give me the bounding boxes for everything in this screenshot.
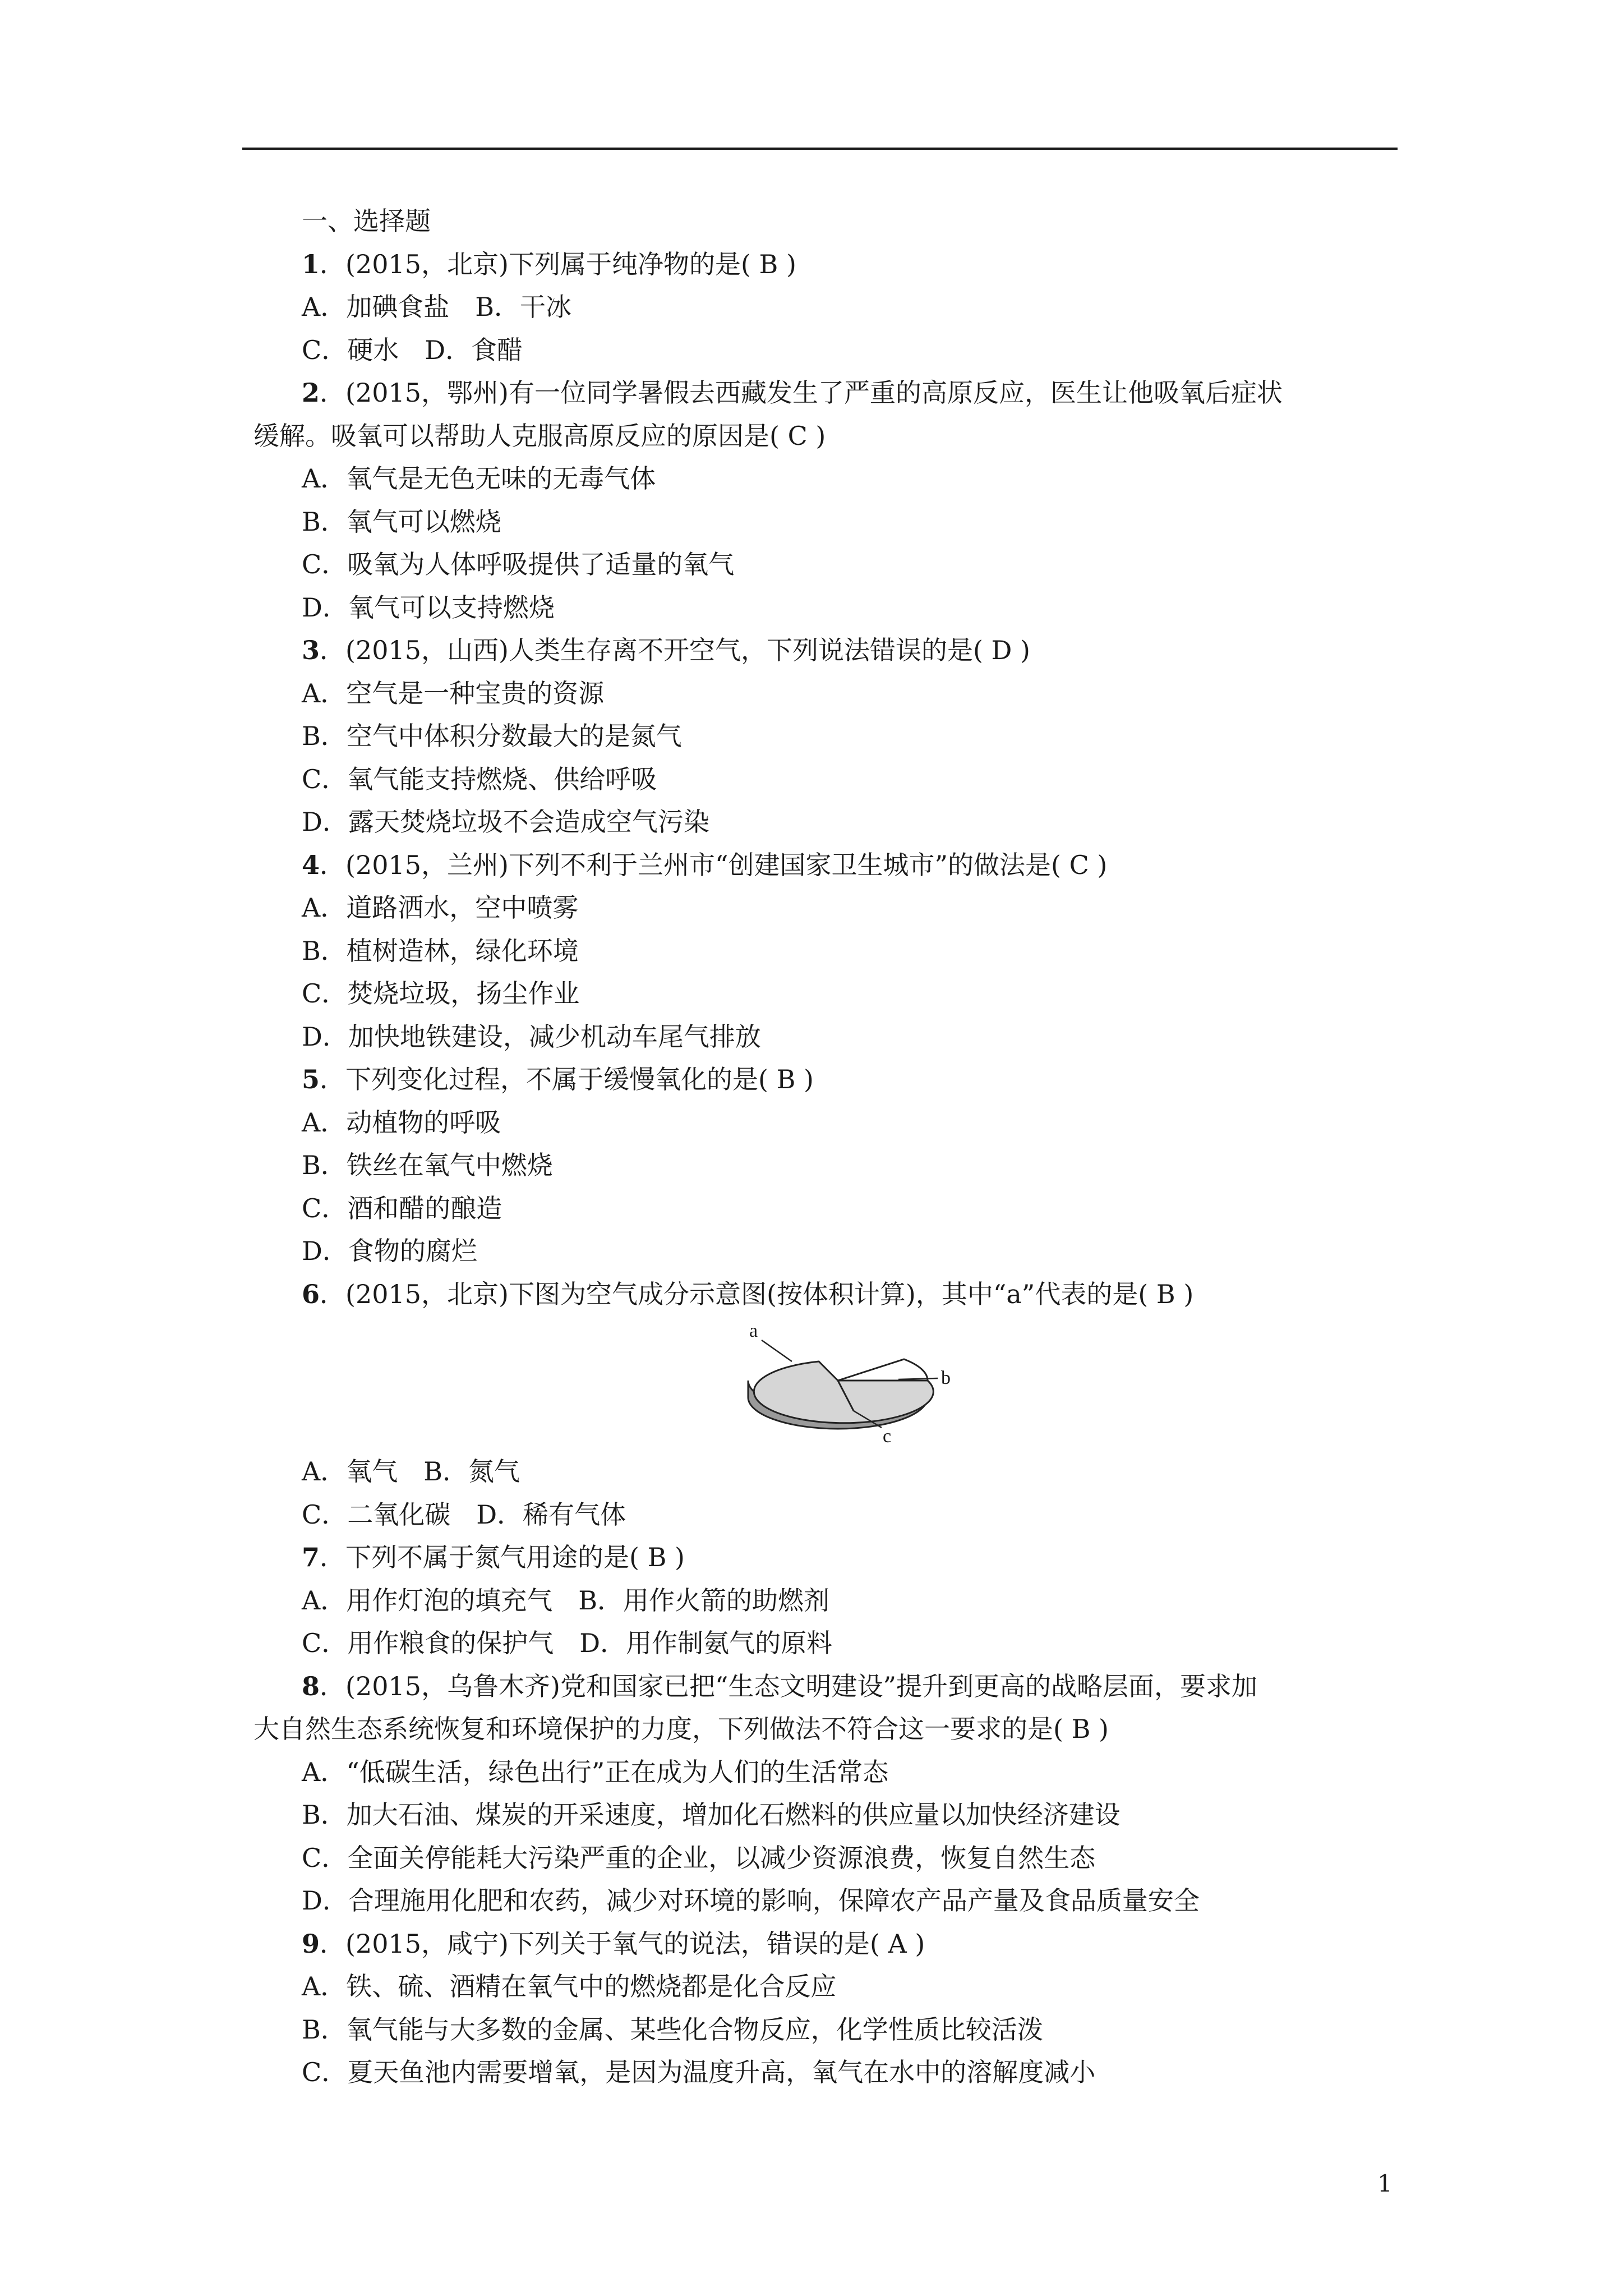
question-2-stem-continued: 缓解。吸氧可以帮助人克服高原反应的原因是( C ) [253,420,826,451]
question-9-option: A．铁、硫、酒精在氧气中的燃烧都是化合反应 [302,1971,837,2001]
question-6-option: C．二氧化碳 D．稀有气体 [302,1499,626,1530]
question-6: 6．(2015，北京)下图为空气成分示意图(按体积计算)，其中“a”代表的是( B ) [302,1278,1194,1309]
question-1-option: C．硬水 D．食醋 [302,334,523,365]
question-5: 5．下列变化过程，不属于缓慢氧化的是( B ) [302,1064,814,1094]
question-5-option: B．铁丝在氧气中燃烧 [302,1150,553,1180]
question-1-option: A．加碘食盐 B．干冰 [302,292,572,322]
question-8-stem-continued: 大自然生态系统恢复和环境保护的力度，下列做法不符合这一要求的是( B ) [253,1714,1109,1744]
question-7-option: C．用作粮食的保护气 D．用作制氨气的原料 [302,1628,833,1658]
question-7: 7．下列不属于氮气用途的是( B ) [302,1542,685,1572]
question-8-option: A．“低碳生活，绿色出行”正在成为人们的生活常态 [302,1756,889,1787]
question-1: 1．(2015，北京)下列属于纯净物的是( B ) [302,249,796,279]
question-9-option: C．夏天鱼池内需要增氧，是因为温度升高，氧气在水中的溶解度减小 [302,2057,1096,2087]
question-3-option: D．露天焚烧垃圾不会造成空气污染 [302,807,709,837]
question-8-option: B．加大石油、煤炭的开采速度，增加化石燃料的供应量以加快经济建设 [302,1800,1121,1830]
header-rule [242,148,1398,150]
question-4-option: A．道路洒水，空中喷雾 [302,892,579,923]
air-composition-figure [253,1318,1403,1447]
question-2-option: C．吸氧为人体呼吸提供了适量的氧气 [302,549,735,579]
question-7-option: A．用作灯泡的填充气 B．用作火箭的助燃剂 [302,1585,830,1616]
page-number: 1 [1377,2170,1393,2197]
question-2: 2．(2015，鄂州)有一位同学暑假去西藏发生了严重的高原反应，医生让他吸氧后症状 [302,378,1283,408]
question-4-option: B．植树造林，绿化环境 [302,935,579,966]
question-5-option: C．酒和醋的酿造 [302,1193,502,1223]
label-c: c [883,1426,892,1447]
question-3-option: B．空气中体积分数最大的是氮气 [302,721,682,751]
leader-line-a [762,1340,792,1361]
question-8: 8．(2015，乌鲁木齐)党和国家已把“生态文明建设”提升到更高的战略层面，要求加 [302,1671,1258,1701]
question-8-option: C．全面关停能耗大污染严重的企业，以减少资源浪费，恢复自然生态 [302,1842,1096,1873]
question-4: 4．(2015，兰州)下列不利于兰州市“创建国家卫生城市”的做法是( C ) [302,849,1108,880]
question-3-option: A．空气是一种宝贵的资源 [302,678,605,708]
pie-3d-diagram [736,1318,960,1447]
question-8-option: D．合理施用化肥和农药，减少对环境的影响，保障农产品产量及食品质量安全 [302,1885,1200,1916]
question-4-option: C．焚烧垃圾，扬尘作业 [302,978,580,1009]
question-3-option: C．氧气能支持燃烧、供给呼吸 [302,763,657,794]
question-3: 3．(2015，山西)人类生存离不开空气，下列说法错误的是( D ) [302,635,1030,665]
question-5-option: A．动植物的呼吸 [302,1107,501,1138]
question-9: 9．(2015，咸宁)下列关于氧气的说法，错误的是( A ) [302,1928,925,1959]
label-a: a [749,1320,758,1341]
pie-slice-b [838,1359,928,1381]
question-5-option: D．食物的腐烂 [302,1236,477,1266]
label-b: b [941,1368,951,1388]
question-9-option: B．氧气能与大多数的金属、某些化合物反应，化学性质比较活泼 [302,2014,1043,2045]
question-4-option: D．加快地铁建设，减少机动车尾气排放 [302,1021,761,1052]
question-2-option: D．氧气可以支持燃烧 [302,592,555,623]
question-2-option: A．氧气是无色无味的无毒气体 [302,463,656,494]
section-title: 一、选择题 [302,206,431,236]
question-6-option: A．氧气 B．氮气 [302,1456,520,1487]
question-2-option: B．氧气可以燃烧 [302,506,501,537]
document-body [253,200,1403,2094]
